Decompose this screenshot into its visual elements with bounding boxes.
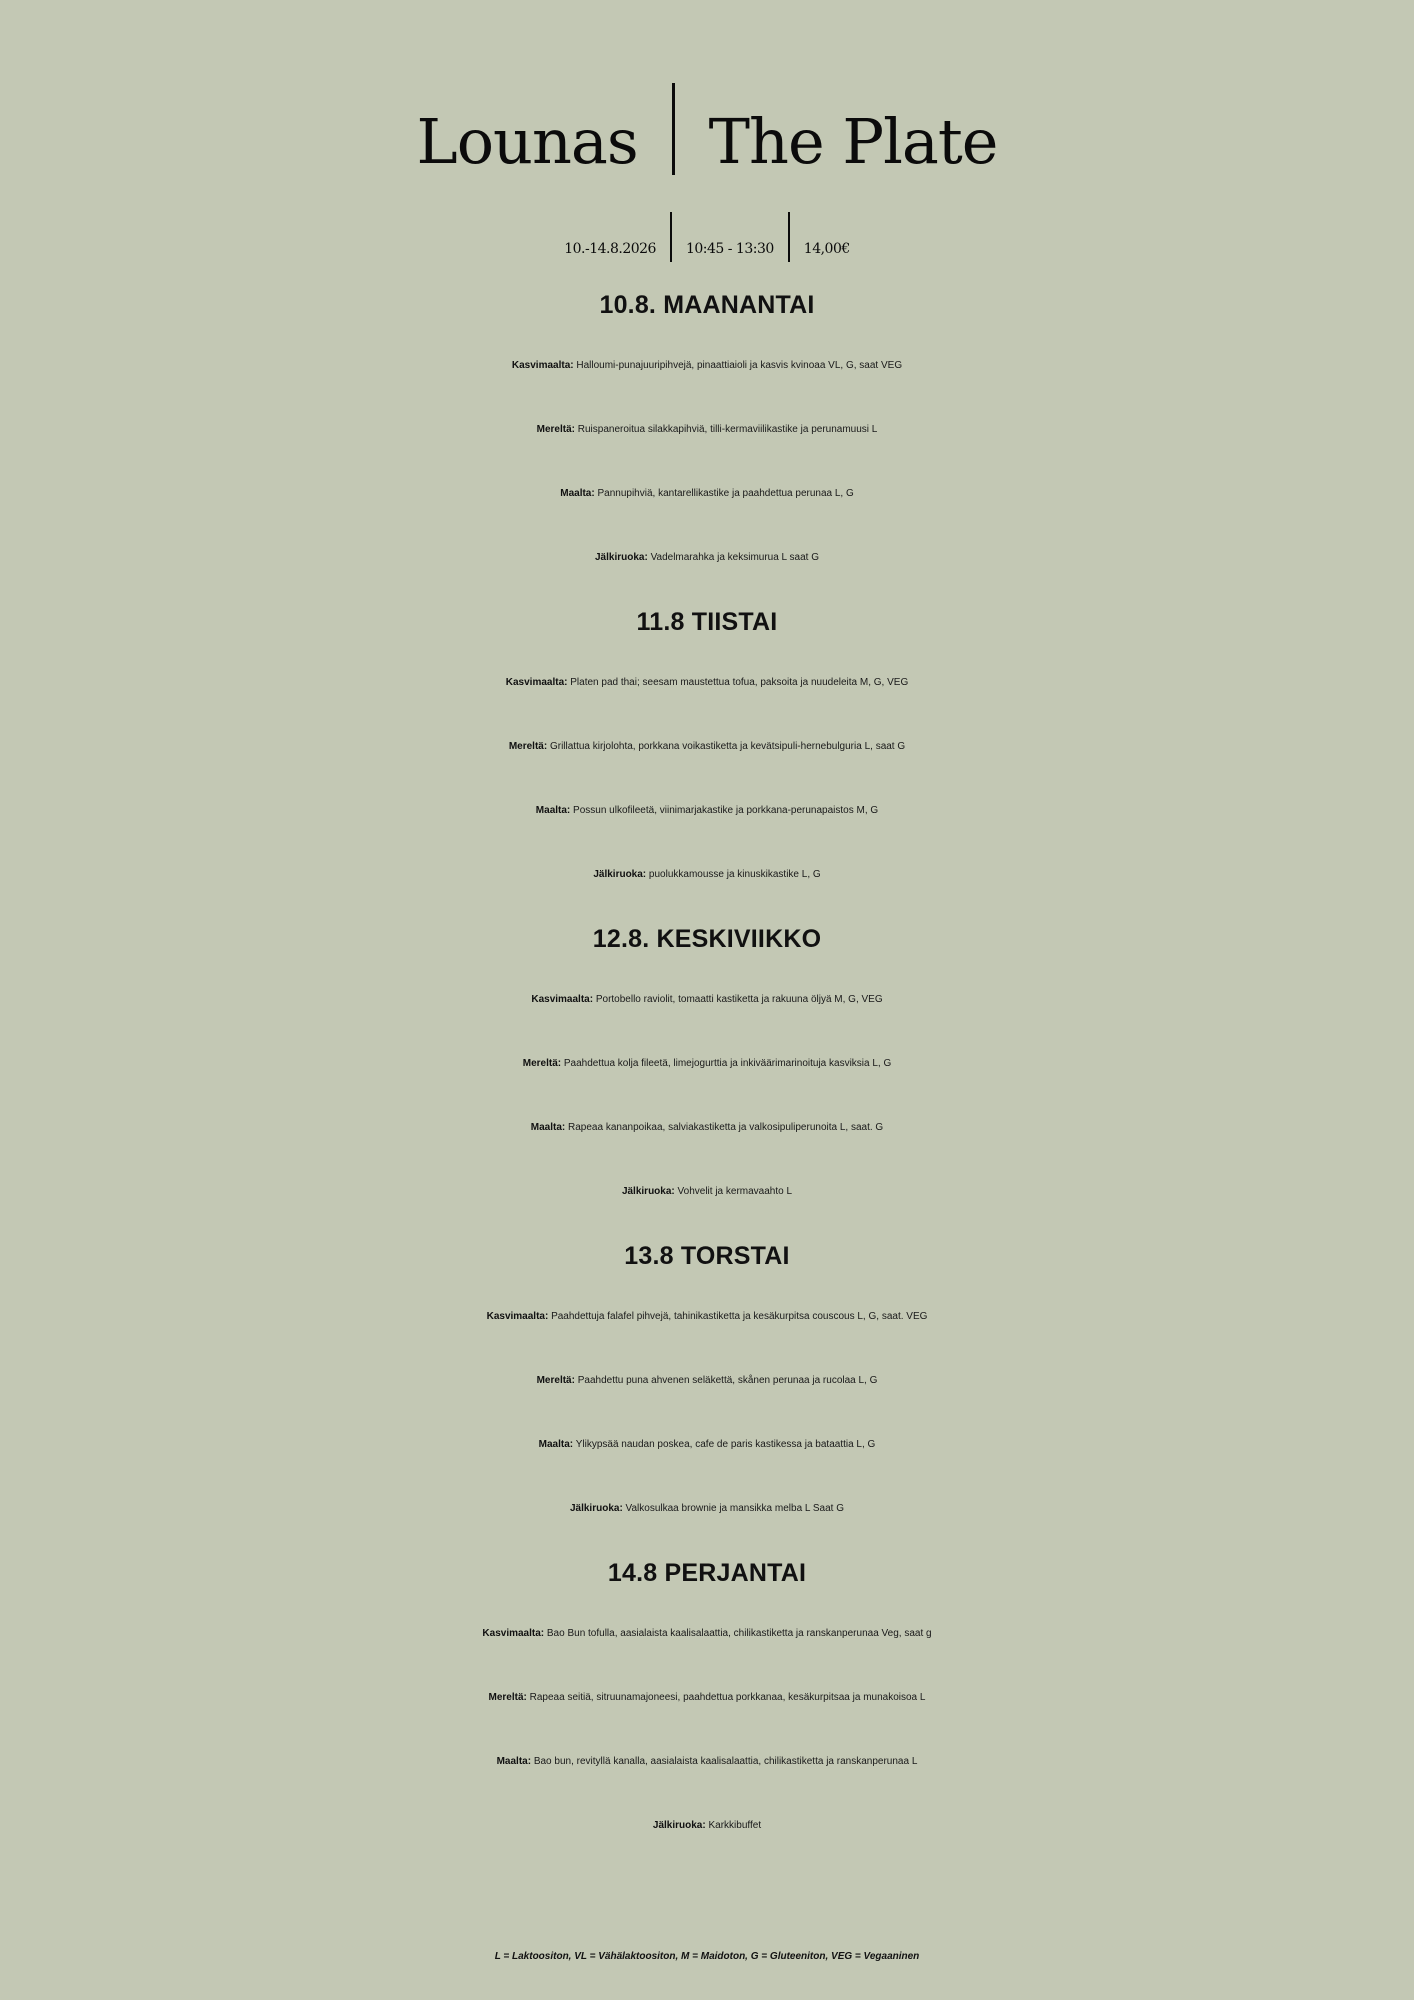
menu-item-text: Bao Bun tofulla, aasialaista kaalisalaattia, chilikastiketta ja ranskanperunaa Veg, saat g [544, 1628, 932, 1639]
menu-item-label: Mereltä: [536, 424, 575, 435]
menu-item-text: Pannupihviä, kantarellikastike ja paahdettua perunaa L, G [594, 488, 854, 499]
menu-item-meat [0, 1429, 1414, 1461]
info-divider [788, 212, 790, 262]
page-title [0, 82, 1414, 202]
menu-item-meat [0, 1746, 1414, 1778]
menu-item-text: Paahdettu puna ahvenen seläkettä, skånen perunaa ja rucolaa L, G [574, 1375, 878, 1386]
day-heading-thursday: 13.8 TORSTAI [624, 1242, 790, 1270]
menu-item-label: Maalta: [535, 805, 571, 816]
menu-item-label: Kasvimaalta: [486, 1311, 549, 1322]
menu-item-text: Portobello raviolit, tomaatti kastiketta ja rakuuna öljyä M, G, VEG [593, 994, 883, 1005]
menu-item-label: Kasvimaalta: [511, 360, 574, 371]
menu-item-text: Rapeaa seitiä, sitruunamajoneesi, paahdettua porkkanaa, kesäkurpitsaa ja munakoisoa L [526, 1692, 926, 1703]
title-restaurant-name: The Plate [708, 105, 998, 178]
menu-item-label: Mereltä: [488, 1692, 527, 1703]
menu-item-vegetarian [0, 984, 1414, 1016]
menu-item-fish [0, 1682, 1414, 1714]
day-heading-tuesday: 11.8 TIISTAI [636, 608, 778, 636]
lunch-hours: 10:45 - 13:30 [685, 241, 774, 257]
menu-item-label: Maalta: [560, 488, 595, 499]
menu-item-fish [0, 1048, 1414, 1080]
menu-dates: 10.-14.8.2026 [564, 241, 656, 257]
menu-item-meat [0, 1112, 1414, 1144]
menu-item-fish [0, 731, 1414, 763]
menu-item-label: Kasvimaalta: [505, 677, 568, 688]
menu-item-vegetarian [0, 1301, 1414, 1333]
menu-item-text: Grillattua kirjolohta, porkkana voikastiketta ja kevätsipuli-hernebulguria L, saat G [547, 741, 906, 752]
menu-item-fish [0, 414, 1414, 446]
menu-item-label: Mereltä: [536, 1375, 575, 1386]
menu-item-label: Jälkiruoka: [621, 1186, 675, 1197]
menu-item-text: Ruispaneroitua silakkapihviä, tilli-kermaviilikastike ja perunamuusi L [575, 424, 878, 435]
menu-item-text: puolukkamousse ja kinuskikastike L, G [646, 869, 821, 880]
title-lounas: Lounas [416, 105, 638, 178]
menu-item-fish [0, 1365, 1414, 1397]
title-divider [672, 83, 675, 175]
menu-item-label: Kasvimaalta: [531, 994, 594, 1005]
menu-item-text: Rapeaa kananpoikaa, salviakastiketta ja valkosipuliperunoita L, saat. G [565, 1122, 884, 1133]
menu-item-dessert [0, 1493, 1414, 1525]
menu-item-vegetarian [0, 1618, 1414, 1650]
menu-item-text: Ylikypsää naudan poskea, cafe de paris kastikessa ja bataattia L, G [573, 1439, 876, 1450]
day-heading-wednesday: 12.8. KESKIVIIKKO [592, 925, 822, 953]
diet-legend: L = Laktoositon, VL = Vähälaktoositon, M = Maidoton, G = Gluteeniton, VEG = Vegaaninen [494, 1951, 920, 1962]
day-heading-monday: 10.8. MAANANTAI [599, 291, 815, 319]
menu-item-label: Maalta: [538, 1439, 574, 1450]
menu-item-label: Mereltä: [522, 1058, 562, 1069]
menu-item-dessert [0, 1810, 1414, 1842]
menu-item-vegetarian [0, 667, 1414, 699]
menu-item-vegetarian [0, 350, 1414, 382]
menu-item-label: Jälkiruoka: [594, 552, 648, 563]
info-divider [670, 212, 672, 262]
menu-item-label: Maalta: [496, 1756, 532, 1767]
day-heading-friday: 14.8 PERJANTAI [607, 1559, 807, 1587]
menu-info-line [0, 212, 1414, 279]
menu-item-label: Kasvimaalta: [482, 1628, 545, 1639]
menu-item-text: Vohvelit ja kermavaahto L [674, 1186, 793, 1197]
menu-item-meat [0, 478, 1414, 510]
menu-item-text: Halloumi-punajuuripihvejä, pinaattiaioli ja kasvis kvinoaa VL, G, saat VEG [573, 360, 903, 371]
menu-item-label: Jälkiruoka: [569, 1503, 623, 1514]
menu-item-label: Jälkiruoka: [652, 1820, 706, 1831]
menu-item-text: Bao bun, revityllä kanalla, aasialaista kaalisalaattia, chilikastiketta ja ranskanperunaa L [531, 1756, 918, 1767]
menu-item-text: Vadelmarahka ja keksimurua L saat G [647, 552, 819, 563]
menu-item-label: Mereltä: [508, 741, 548, 752]
menu-item-text: Paahdettua kolja fileetä, limejogurttia ja inkiväärimarinoituja kasviksia L, G [561, 1058, 892, 1069]
menu-item-label: Jälkiruoka: [593, 869, 647, 880]
menu-item-text: Platen pad thai; seesam maustettua tofua, paksoita ja nuudeleita M, G, VEG [567, 677, 909, 688]
menu-item-meat [0, 795, 1414, 827]
menu-item-dessert [0, 1176, 1414, 1208]
menu-item-text: Karkkibuffet [705, 1820, 762, 1831]
menu-item-text: Valkosulkaa brownie ja mansikka melba L Saat G [622, 1503, 845, 1514]
menu-item-label: Maalta: [530, 1122, 566, 1133]
menu-item-dessert [0, 542, 1414, 574]
menu-item-dessert [0, 859, 1414, 891]
menu-item-text: Possun ulkofileetä, viinimarjakastike ja porkkana-perunapaistos M, G [570, 805, 879, 816]
menu-item-text: Paahdettuja falafel pihvejä, tahinikastiketta ja kesäkurpitsa couscous L, G, saat. VEG [548, 1311, 928, 1322]
lunch-price: 14,00€ [803, 241, 850, 257]
